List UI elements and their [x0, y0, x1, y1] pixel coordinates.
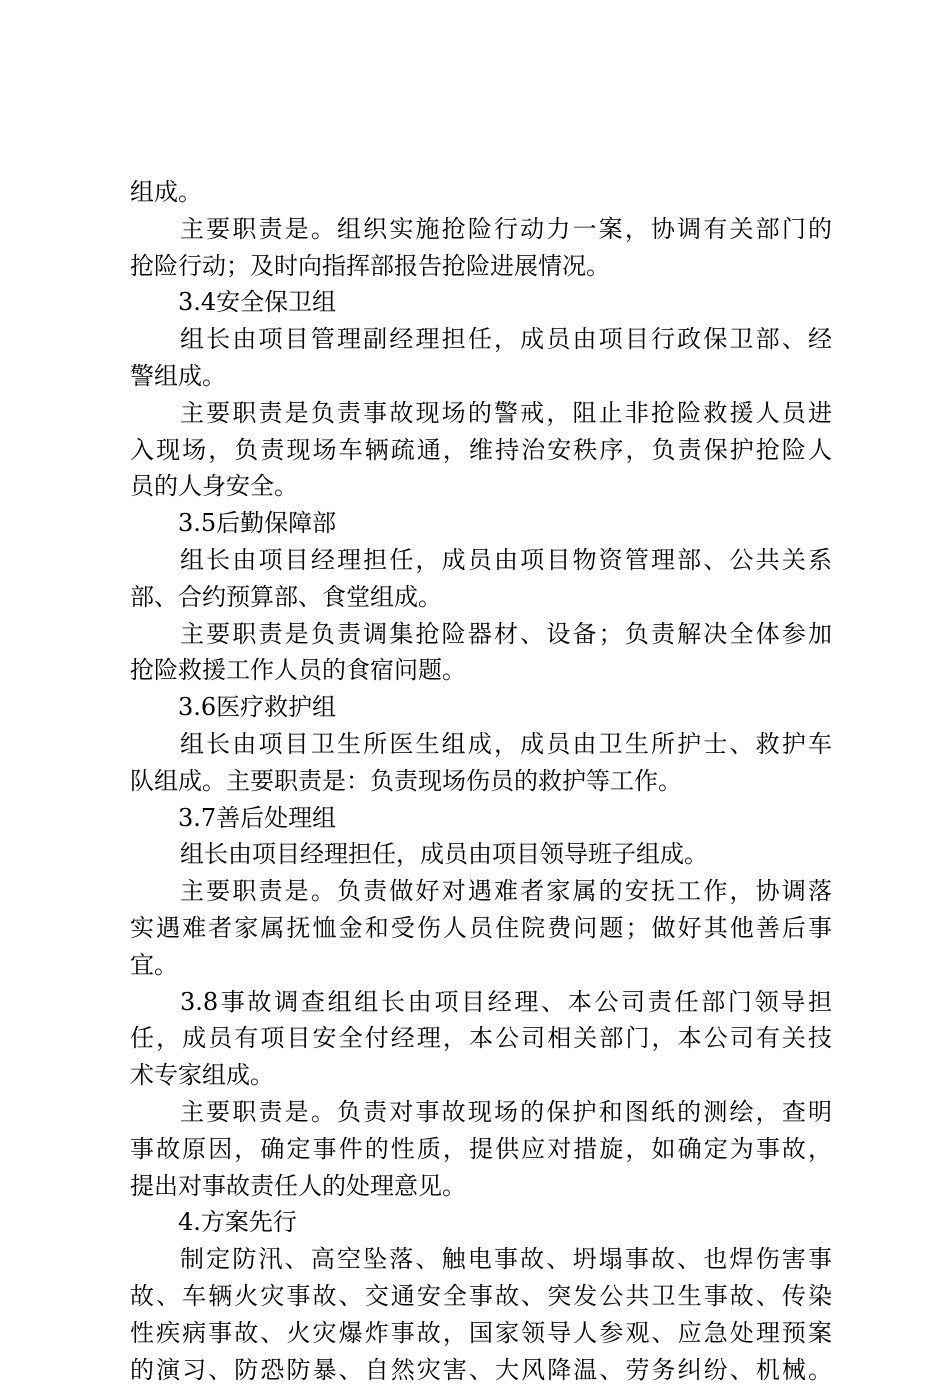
paragraph-last-line: 抢险行动；及时向指挥部报告抢险进展情况。	[130, 248, 832, 285]
paragraph-line: 事故原因，确定事件的性质，提供应对措旋，如确定为事故，	[130, 1131, 832, 1168]
section-heading: 3.5后勤保障部	[130, 505, 832, 542]
paragraph-first-line: 主要职责是。负责做好对遇难者家属的安抚工作，协调落	[130, 873, 832, 910]
paragraph-first-line: 组长由项目管理副经理担任，成员由项目行政保卫部、经	[130, 321, 832, 358]
document-body	[130, 174, 832, 1388]
paragraph-first-line: 制定防汛、高空坠落、触电事故、坍塌事故、也焊伤害事	[130, 1241, 832, 1278]
paragraph-last-line: 抢险救援工作人员的食宿问题。	[130, 652, 832, 689]
paragraph-last-line: 组成。	[130, 174, 832, 211]
paragraph-last-line: 队组成。主要职责是：负责现场伤员的救护等工作。	[130, 763, 832, 800]
paragraph-last-line: 部、合约预算部、食堂组成。	[130, 579, 832, 616]
section-heading: 3.4安全保卫组	[130, 284, 832, 321]
paragraph-first-line: 组长由项目经理担任，成员由项目物资管理部、公共关系	[130, 542, 832, 579]
section-heading: 3.6医疗救护组	[130, 689, 832, 726]
paragraph-line: 故、车辆火灾事故、交通安全事故、突发公共卫生事故、传染	[130, 1278, 832, 1315]
paragraph-line: 性疾病事故、火灾爆炸事故，国家领导人参观、应急处理预案	[130, 1315, 832, 1352]
paragraph-first-line: 组长由项目经理担任，成员由项目领导班子组成。	[130, 836, 832, 873]
paragraph-first-line: 主要职责是负责调集抢险器材、设备；负责解决全体参加	[130, 616, 832, 653]
paragraph-first-line: 组长由项目卫生所医生组成，成员由卫生所护士、救护车	[130, 726, 832, 763]
paragraph-last-line: 宜。	[130, 947, 832, 984]
paragraph-first-line: 主要职责是。负责对事故现场的保护和图纸的测绘，查明	[130, 1094, 832, 1131]
paragraph-line: 的演习、防恐防暴、自然灾害、大风降温、劳务纠纷、机械。	[130, 1352, 832, 1388]
paragraph-last-line: 术专家组成。	[130, 1057, 832, 1094]
paragraph-last-line: 提出对事故责任人的处理意见。	[130, 1168, 832, 1205]
paragraph-first-line: 主要职责是。组织实施抢险行动力一案，协调有关部门的	[130, 211, 832, 248]
paragraph-line: 入现场，负责现场车辆疏通，维持治安秩序，负责保护抢险人	[130, 432, 832, 469]
paragraph-line: 任，成员有项目安全付经理，本公司相关部门，本公司有关技	[130, 1020, 832, 1057]
section-heading: 4.方案先行	[130, 1204, 832, 1241]
paragraph-first-line: 主要职责是负责事故现场的警戒，阻止非抢险救援人员进	[130, 395, 832, 432]
paragraph-last-line: 警组成。	[130, 358, 832, 395]
paragraph-line: 实遇难者家属抚恤金和受伤人员住院费问题；做好其他善后事	[130, 910, 832, 947]
paragraph-first-line: 3.8事故调查组组长由项目经理、本公司责任部门领导担	[130, 984, 832, 1021]
section-heading: 3.7善后处理组	[130, 800, 832, 837]
paragraph-last-line: 员的人身安全。	[130, 468, 832, 505]
